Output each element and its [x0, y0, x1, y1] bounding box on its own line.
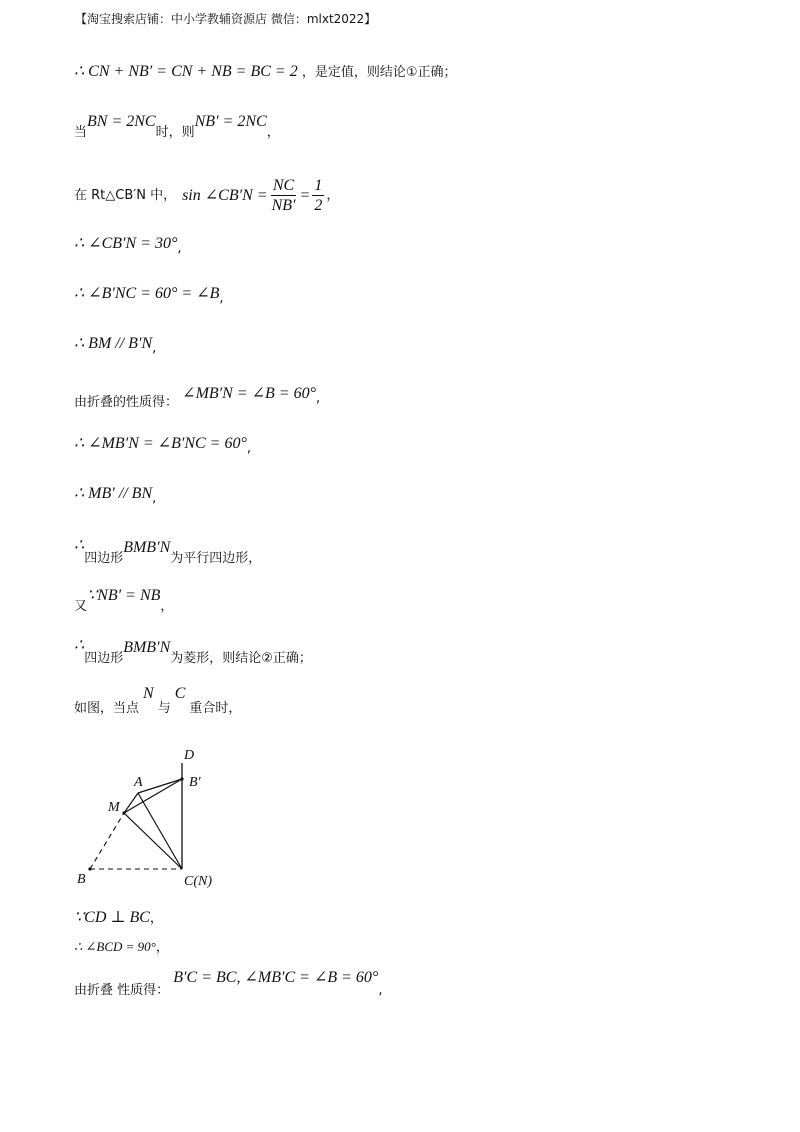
line-14-post: ，: [149, 911, 163, 926]
segment-mc: [124, 813, 182, 869]
line-14-math: ∵CD ⊥ BC: [74, 909, 150, 926]
line-1-text: ，是定值，则结论①正确；: [301, 65, 457, 80]
segment-bm-dashed: [90, 813, 124, 869]
line-1: [74, 64, 456, 80]
label-c-n: C(N): [184, 874, 212, 889]
line-6-math: ∴ BM // B′N: [74, 335, 153, 352]
line-14: [74, 910, 163, 926]
line-6-post: ,: [152, 341, 157, 356]
line-8-math: ∴ ∠MB′N = ∠B′NC = 60°: [74, 435, 247, 452]
line-1-math: ∴ CN + NB′ = CN + NB = BC = 2: [74, 63, 298, 80]
line-13-post: 重合时，: [189, 701, 242, 716]
line-11-post: ，: [160, 599, 174, 614]
geometry-figure: [74, 743, 234, 893]
label-a: A: [134, 775, 143, 790]
line-2-mid: 时，则: [155, 125, 195, 140]
line-9: [74, 485, 157, 506]
fraction-2-denominator: 2: [314, 197, 323, 215]
label-b: B: [77, 872, 86, 887]
line-16-math: B′C = BC, ∠MB′C = ∠B = 60°: [173, 969, 379, 986]
line-13-pre: 如图，当点: [74, 701, 140, 716]
line-15-math: ∴ ∠BCD = 90°: [74, 939, 156, 954]
line-12-post: 为菱形，则结论②正确；: [170, 651, 312, 666]
point-b-prime: [180, 777, 183, 780]
line-4-post: ,: [177, 241, 182, 256]
line-11: [74, 587, 174, 614]
line-3-fraction-1: [270, 176, 298, 215]
line-16-post: ,: [378, 983, 383, 998]
line-13: [74, 685, 242, 716]
line-12-therefore: ∴: [74, 637, 85, 654]
label-m: M: [108, 800, 120, 815]
point-b: [88, 867, 91, 870]
line-13-mid: 与: [157, 701, 171, 716]
line-3-math: sin ∠CB′N =: [182, 186, 268, 204]
line-15-post: ，: [155, 940, 169, 955]
segment-ma: [124, 793, 138, 813]
line-12-math: BMB′N: [123, 639, 171, 656]
line-8: [74, 435, 252, 456]
line-16: [74, 969, 383, 998]
label-d: D: [184, 748, 195, 763]
line-5-post: ,: [219, 291, 224, 306]
line-7-math: ∠MB′N = ∠B = 60°: [182, 385, 317, 402]
line-2-math1: BN = 2NC: [87, 113, 156, 130]
line-12: [74, 637, 312, 666]
line-3: [74, 176, 339, 215]
line-11-pre: 又: [74, 599, 88, 614]
line-2-math2: NB′ = 2NC: [194, 113, 267, 130]
line-10-post: 为平行四边形，: [170, 551, 262, 566]
line-9-math: ∴ MB′ // BN: [74, 485, 153, 502]
segment-mb-prime: [124, 779, 182, 813]
line-16-pre: 由折叠 性质得：: [74, 983, 170, 998]
line-5-math: ∴ ∠B′NC = 60° = ∠B: [74, 285, 220, 302]
line-2: [74, 113, 280, 140]
line-2-pre: 当: [74, 125, 88, 140]
fraction-1-numerator: NC: [271, 176, 296, 196]
line-10-therefore: ∴: [74, 537, 85, 554]
line-11-math: ∵NB′ = NB: [87, 587, 161, 604]
line-3-equals: =: [299, 186, 311, 204]
line-2-post: ，: [266, 125, 280, 140]
page-header: 【淘宝搜索店铺：中小学教辅资源店 微信：mlxt2022】: [75, 12, 377, 26]
line-8-post: ,: [246, 441, 252, 456]
line-9-post: ,: [152, 491, 157, 506]
line-3-fraction-2: [312, 176, 324, 215]
line-13-math-c: C: [174, 685, 186, 702]
line-7-post: ,: [316, 391, 321, 406]
line-7-pre: 由折叠的性质得：: [74, 395, 179, 410]
line-4-math: ∴ ∠CB′N = 30°: [74, 235, 178, 252]
line-4: [74, 235, 182, 256]
line-3-post: ，: [326, 188, 340, 204]
line-15: [74, 940, 169, 954]
segment-ac: [138, 793, 182, 869]
line-10-math: BMB′N: [123, 539, 171, 556]
line-5: [74, 285, 224, 306]
line-10: [74, 537, 262, 566]
label-b-prime: B′: [189, 775, 201, 790]
line-3-pre: 在 Rt△CB′N 中，: [74, 188, 177, 204]
fraction-2-numerator: 1: [312, 176, 324, 196]
fraction-1-denominator: NB′: [271, 197, 296, 215]
line-6: [74, 335, 157, 356]
line-10-pre: 四边形: [84, 551, 124, 566]
point-m: [122, 811, 125, 814]
line-12-pre: 四边形: [84, 651, 124, 666]
segment-ab-prime: [138, 779, 182, 793]
line-13-math-n: N: [143, 685, 154, 702]
line-7: [74, 385, 321, 410]
